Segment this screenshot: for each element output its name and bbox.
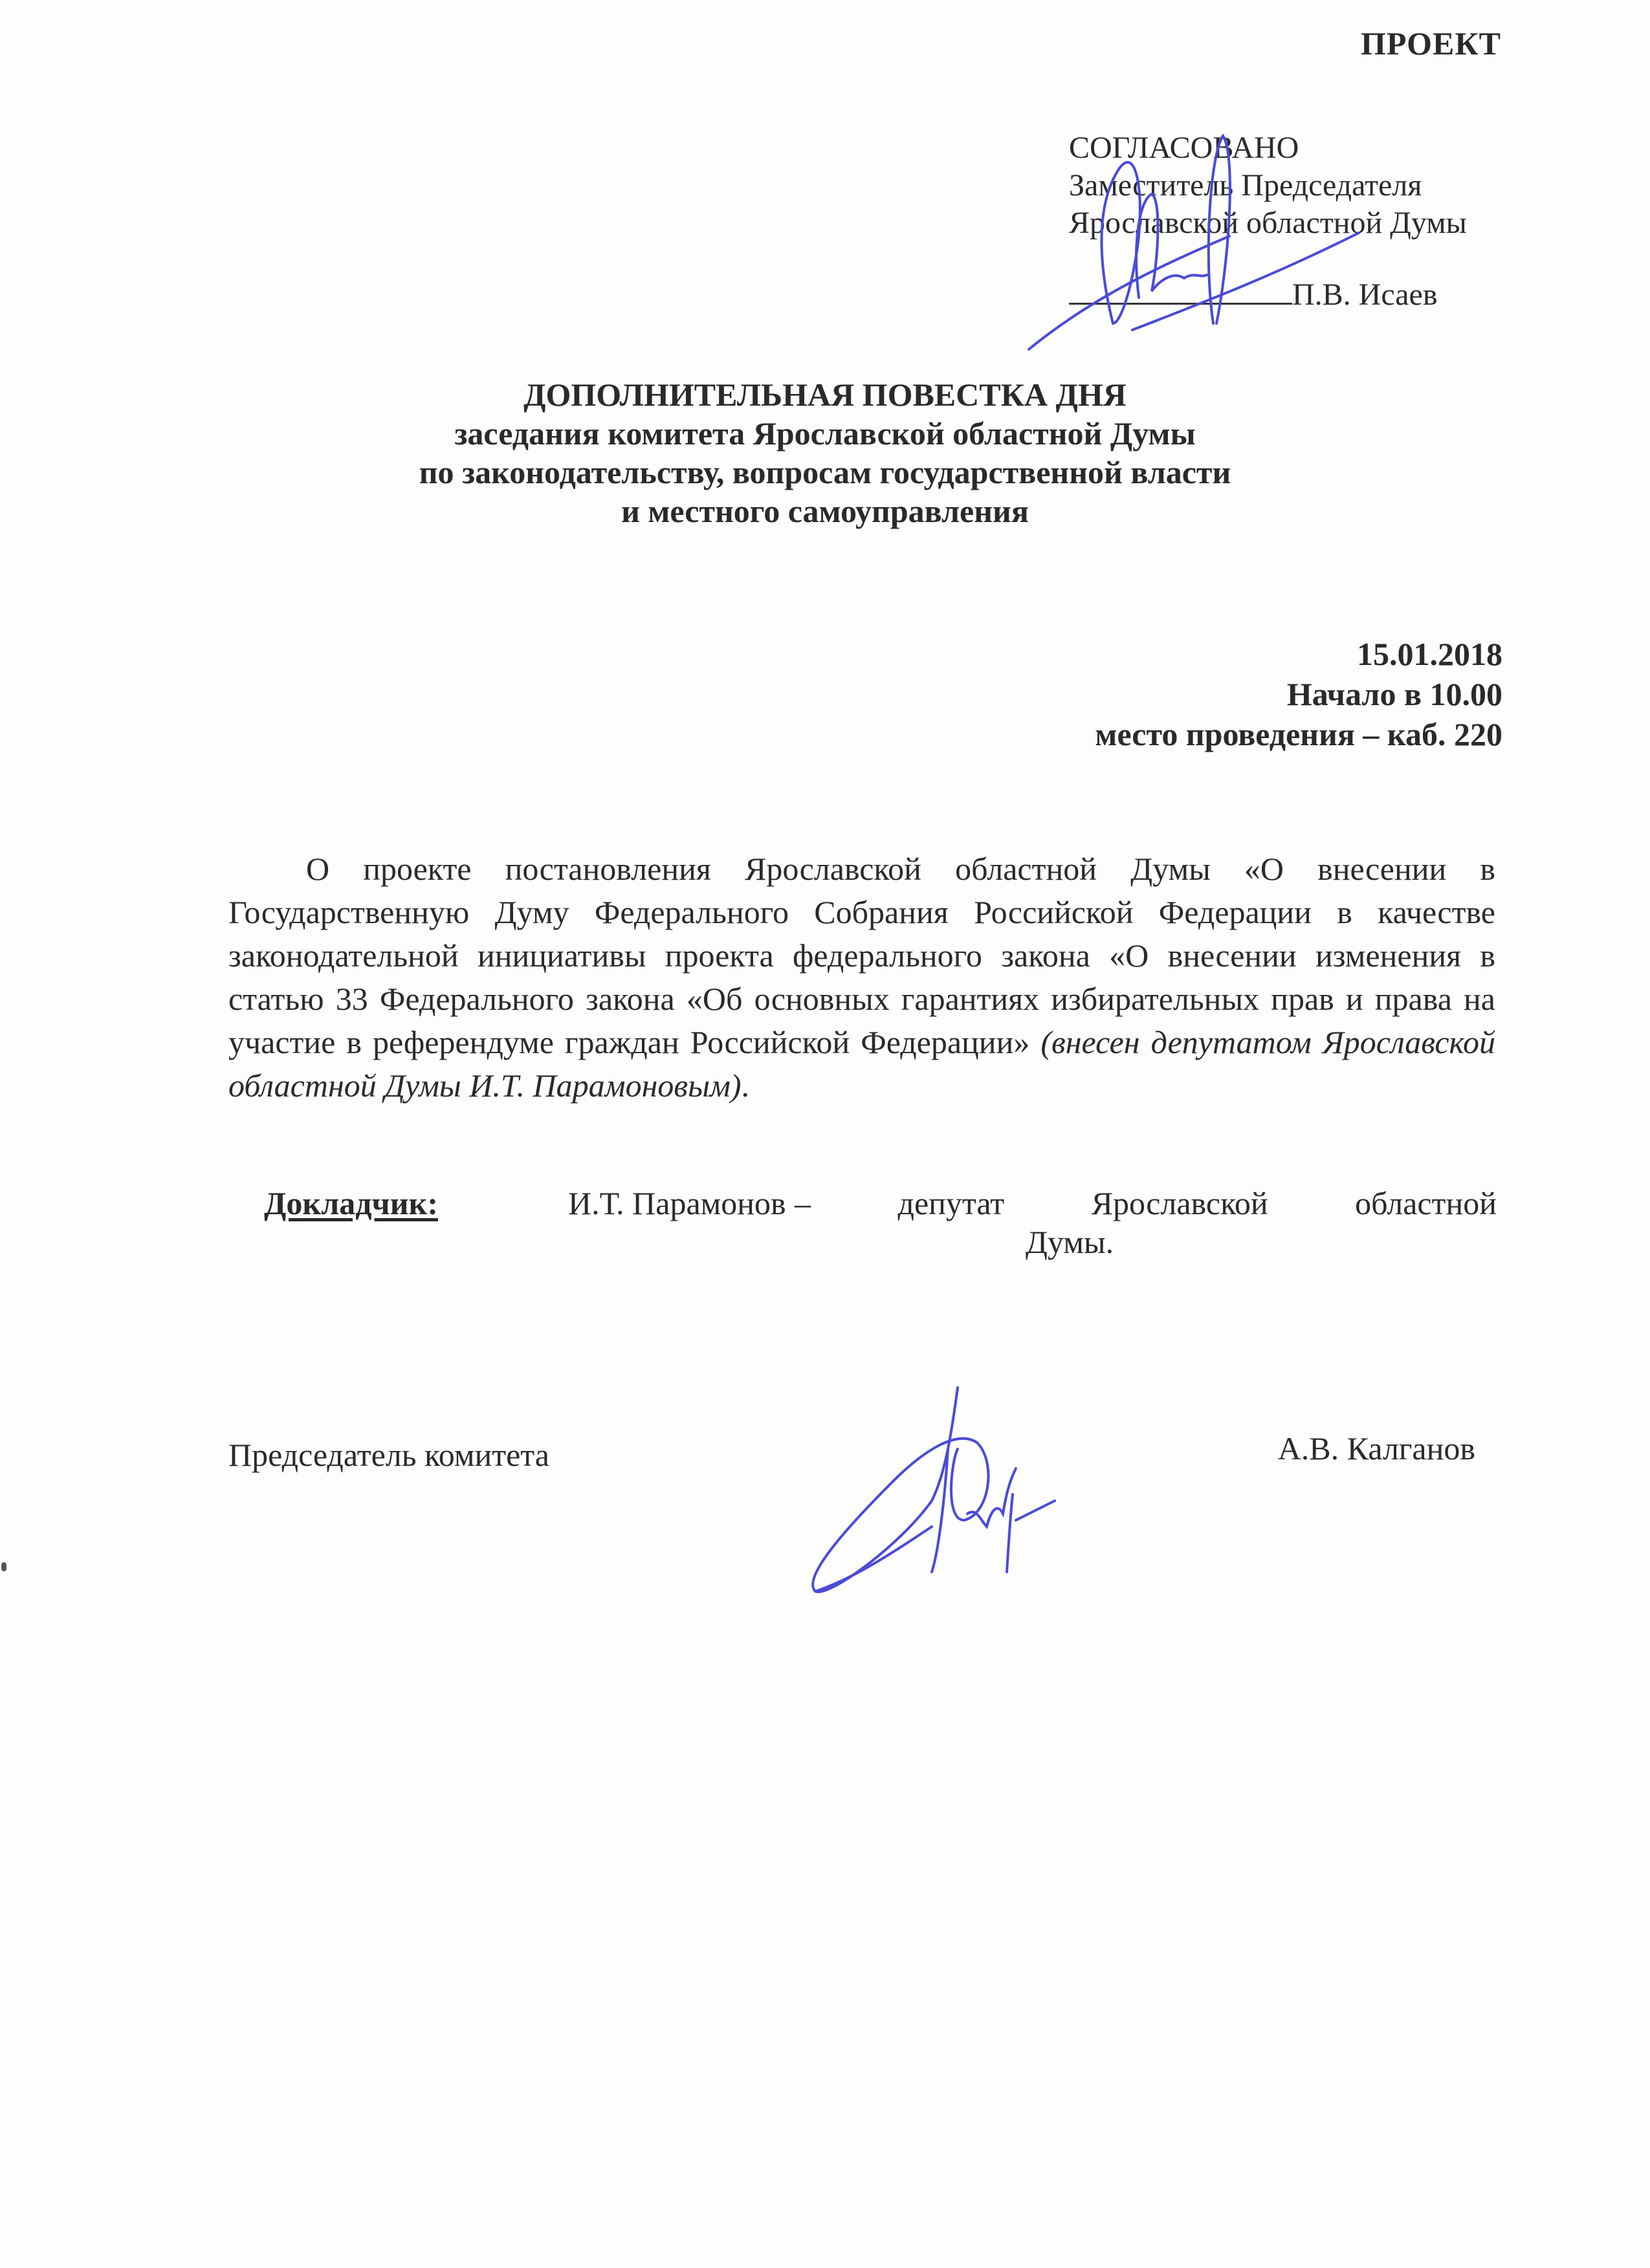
chair-name: А.В. Калганов: [1277, 1430, 1475, 1467]
approval-block: [1069, 129, 1467, 314]
meeting-location: место проведения – каб. 220: [1095, 716, 1502, 752]
speaker-role-continued: Думы.: [1025, 1224, 1114, 1260]
approval-position-line1: Заместитель Председателя: [1069, 168, 1422, 202]
agenda-item-text: О проекте постановления Ярославской областной Думы «О внесении в Государственную Думу Федерального Собрания Российской Федерации в качестве законодательной инициативы проекта федерального закона «О внесении изменения в статью 33 Федерального закона «Об основных гарантиях избирательных прав и права на участие в референдуме граждан Российской Федерации»: [228, 851, 1495, 1060]
title-line3: по законодательству, вопросам государственной власти: [419, 454, 1231, 490]
chair-signature: [802, 1384, 1113, 1617]
approval-signatory: П.В. Исаев: [1292, 278, 1438, 312]
title-line1: ДОПОЛНИТЕЛЬНАЯ ПОВЕСТКА ДНЯ: [523, 376, 1127, 413]
title-line2: заседания комитета Ярославской областной Думы: [454, 415, 1196, 452]
meeting-start: Начало в 10.00: [1286, 676, 1502, 712]
chair-title: Председатель комитета: [228, 1437, 549, 1473]
meeting-date: 15.01.2018: [1357, 636, 1502, 672]
approval-heading: СОГЛАСОВАНО: [1069, 131, 1299, 165]
agenda-item: [228, 847, 1495, 1107]
agenda-item-note: (внесен депутатом Ярославской областной Думы И.Т. Парамоновым): [228, 1024, 1496, 1104]
agenda-item-end: .: [741, 1067, 750, 1104]
speaker-label: Докладчик:: [264, 1185, 439, 1221]
meeting-info: [1095, 634, 1502, 754]
draft-stamp: ПРОЕКТ: [1361, 25, 1501, 61]
approval-position-line2: Ярославской областной Думы: [1069, 206, 1467, 240]
speaker-name: И.Т. Парамонов: [568, 1185, 786, 1221]
speaker-role: – депутат Ярославской областной: [795, 1185, 1497, 1221]
scan-speck: [1, 1562, 6, 1571]
title-line4: и местного самоуправления: [621, 493, 1029, 529]
signature-line: [1069, 273, 1292, 305]
document-title: [0, 375, 1650, 530]
